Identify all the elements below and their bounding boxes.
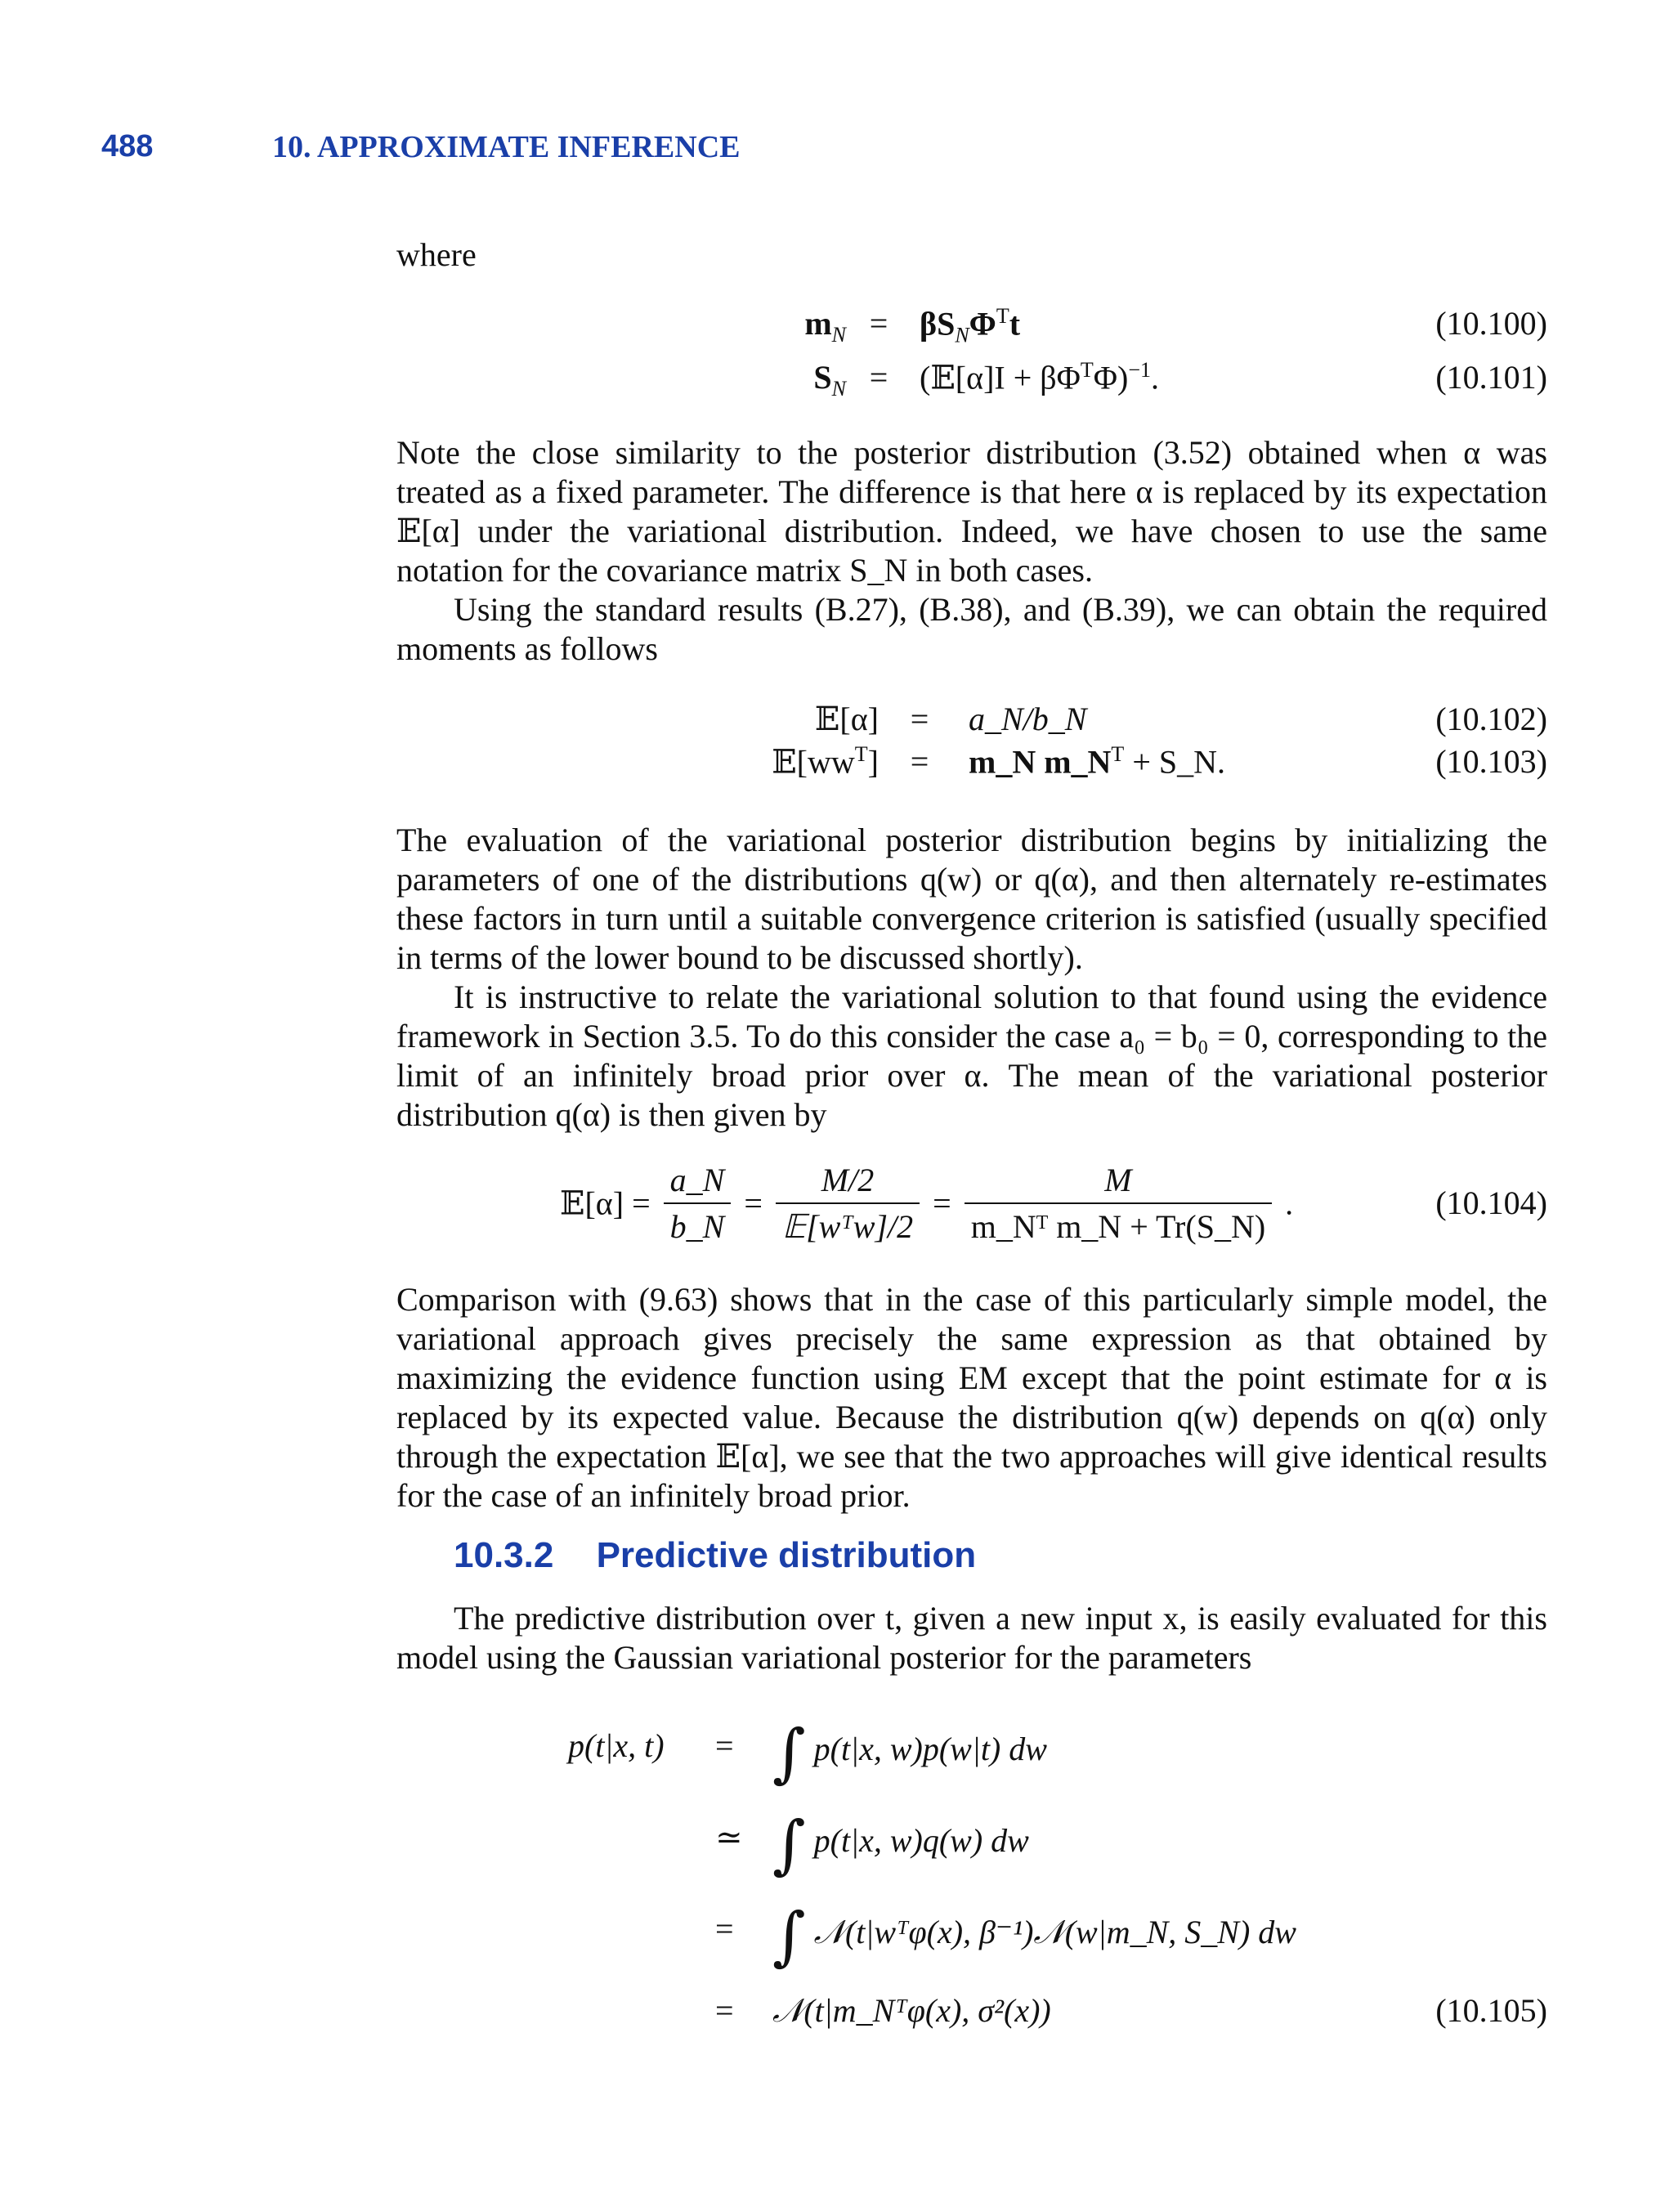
paragraph-2: Using the standard results (B.27), (B.38), and (B.39), we can obtain the required moments as follows	[396, 591, 1547, 667]
equation-rows	[715, 1717, 1547, 2040]
equation-row-1: = ∫ p(t|x, w)p(w|t) dw	[715, 1717, 1047, 1790]
equation-number: (10.102)	[1435, 701, 1547, 737]
equation-number: (10.101)	[1435, 359, 1547, 396]
paragraph-6: The predictive distribution over t, given a new input x, is easily evaluated for this model using the Gaussian variational posterior for the parameters	[396, 1600, 1547, 1676]
equation-number: (10.100)	[1435, 305, 1547, 342]
equation-lhs: p(t|x, t)	[568, 1727, 665, 1764]
chapter-title: 10. APPROXIMATE INFERENCE	[272, 130, 741, 164]
equation-10-103: $𝔼[ww^T]$ = m_N $m\_N^T$ + S_N. (10.103)	[772, 742, 1547, 781]
equation-row-3: = ∫ 𝒩(t|wᵀφ(x), β⁻¹)𝒩(w|m_N, S_N) dw	[715, 1900, 1296, 1973]
equation-10-104: 𝔼[α] = $\frac{a\_N}{b\_N}$ = $\frac{M/2}{\text{𝔼[wᵀw]/2}}$ = $\frac{M}{\text{m\_Nᵀ m\_N + Tr(S\_N)}}$ . (10.104)	[560, 1162, 1547, 1245]
section-title: Predictive distribution	[596, 1535, 977, 1575]
equation-10-102: 𝔼[α] = a_N/b_N (10.102)	[814, 701, 1547, 737]
equation-10-105	[396, 1717, 1547, 2044]
equation-row-2: ≃ ∫ p(t|x, w)q(w) dw	[715, 1808, 1029, 1882]
page-number: 488	[101, 129, 154, 163]
section-number: 10.3.2	[454, 1535, 554, 1575]
equation-row-4: = 𝒩(t|m_Nᵀφ(x), σ²(x))	[715, 1992, 1051, 2029]
equation-number: (10.104)	[1435, 1184, 1547, 1221]
paragraph-4: It is instructive to relate the variational solution to that found using the evidence framework in Section 3.5. To do this consider the case a₀ = b₀ = 0, corresponding to the limit of an infinitely broad prior over α. The mean of the variational posterior distribution q(α) is then given by	[396, 978, 1547, 1133]
paragraph-where: where	[396, 236, 477, 273]
equation-10-100: $m_N$ = $\beta S_N\Phi^Tt$ (10.100)	[804, 304, 1547, 347]
paragraph-5: Comparison with (9.63) shows that in the case of this particularly simple model, the variational approach gives precisely the same expression as that obtained by maximizing the evidence function using EM except that the point estimate for α is replaced by its expected value. Because the distribution q(w) depends on q(α) only through the expectation 𝔼[α], we see that the two approaches will give identical results for the case of an infinitely broad prior.	[396, 1281, 1547, 1514]
section-heading	[454, 1535, 976, 1576]
equation-number: (10.105)	[1435, 1992, 1547, 2029]
equation-number: (10.103)	[1435, 743, 1547, 780]
paragraph-1: Note the close similarity to the posterior distribution (3.52) obtained when α was treated as a fixed parameter. The difference is that here α is replaced by its expectation 𝔼[α] under the variational distribution. Indeed, we have chosen to use the same notation for the covariance matrix S_N in both cases.	[396, 434, 1547, 589]
equation-10-101: $S_N$ = (𝔼[α]I + $\beta\Phi^T\Phi)^{-1}$. (10.101)	[813, 358, 1547, 401]
equation-block-10-102	[396, 700, 1547, 785]
page-header	[0, 129, 1674, 178]
paragraph-3: The evaluation of the variational posterior distribution begins by initializing the parameters of one of the distributions q(w) or q(α), and then alternately re-estimates these factors in turn until a suitable convergence criterion is satisfied (usually specified in terms of the lower bound to be discussed shortly).	[396, 822, 1547, 976]
equation-block-10-100	[396, 304, 1547, 401]
